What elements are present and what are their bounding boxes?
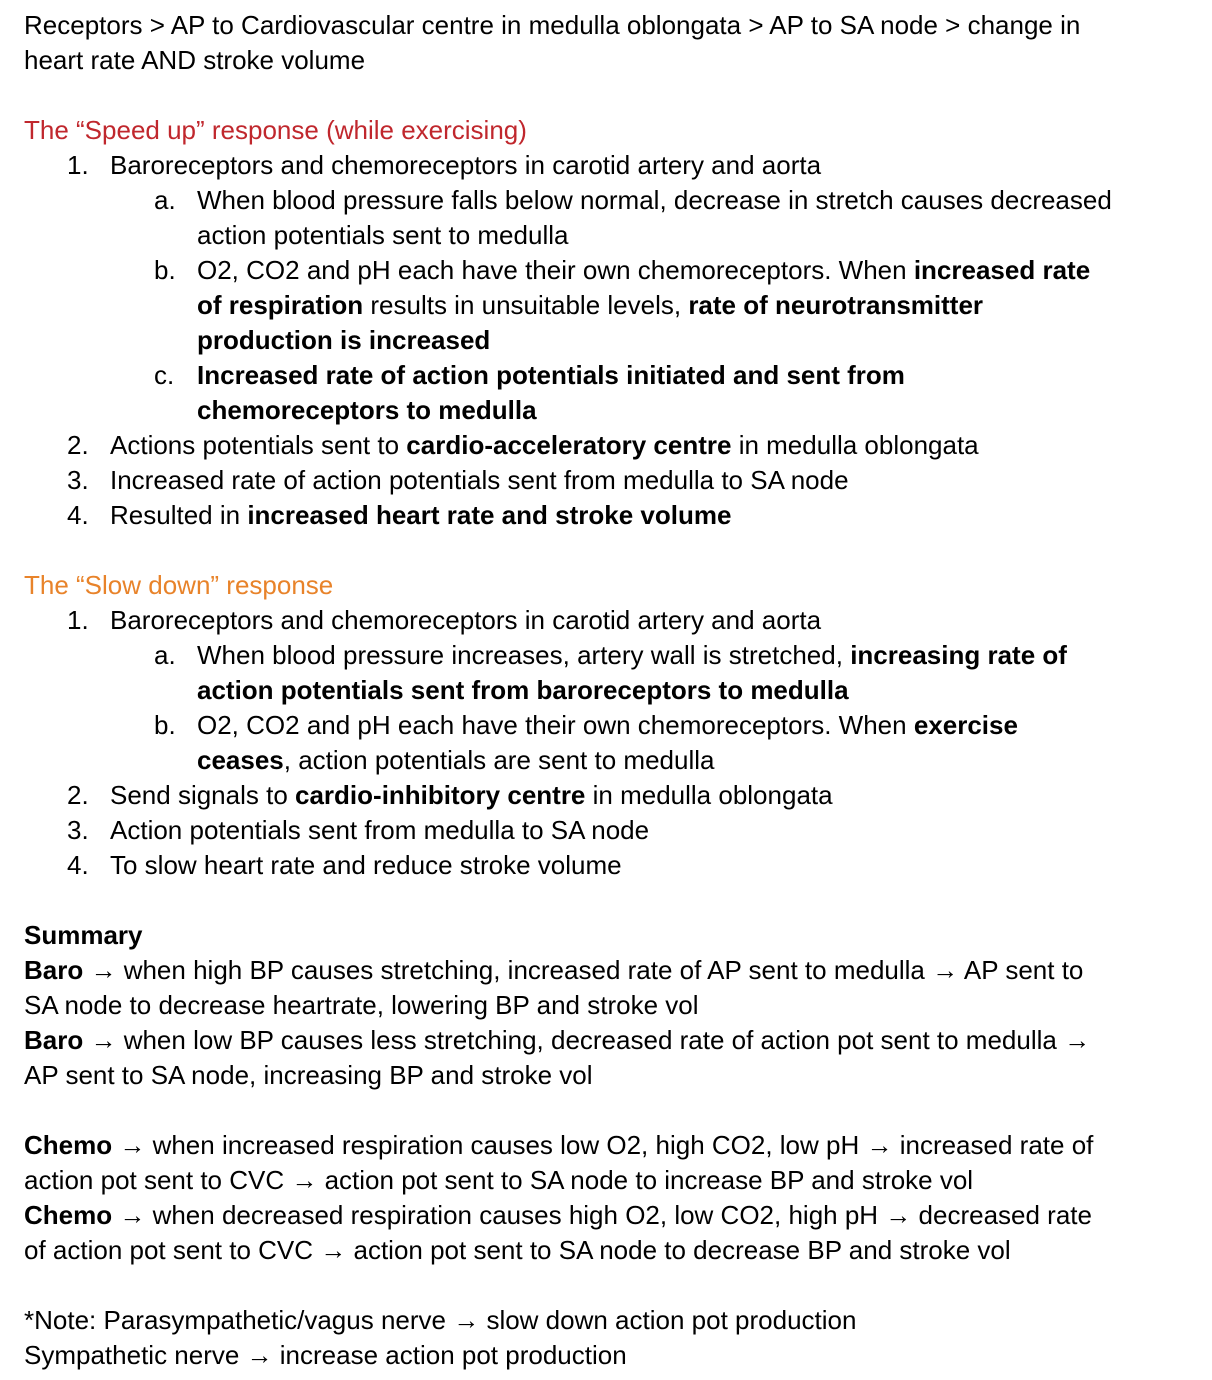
text-run: in medulla oblongata bbox=[585, 780, 833, 810]
sub-list-letter: b. bbox=[154, 255, 176, 285]
list-number: 1. bbox=[67, 605, 89, 635]
list-item bbox=[24, 428, 1194, 463]
bold-text: exercise ceases bbox=[197, 710, 1018, 775]
spacer bbox=[24, 883, 1194, 918]
speed-up-heading: The “Speed up” response (while exercising) bbox=[24, 115, 527, 145]
sub-list-letter: a. bbox=[154, 640, 176, 670]
list-item-text: Baroreceptors and chemoreceptors in carotid artery and aorta bbox=[110, 605, 822, 635]
text-run: O2, CO2 and pH each have their own chemoreceptors. When bbox=[197, 255, 914, 285]
summary-text: → when decreased respiration causes high O2, low CO2, high pH → decreased rate of action pot sent to CVC → action pot sent to SA node to decrease BP and stroke vol bbox=[24, 1200, 1092, 1265]
list-item-text bbox=[110, 465, 849, 495]
summary-line bbox=[24, 1023, 1114, 1093]
list-number: 1. bbox=[67, 150, 89, 180]
list-item-text bbox=[110, 780, 833, 810]
summary-text: → when high BP causes stretching, increased rate of AP sent to medulla → AP sent to SA node to decrease heartrate, lowering BP and stroke vol bbox=[24, 955, 1084, 1020]
summary-line bbox=[24, 1198, 1114, 1268]
list-number: 4. bbox=[67, 850, 89, 880]
list-number: 2. bbox=[67, 430, 89, 460]
list-number: 4. bbox=[67, 500, 89, 530]
spacer bbox=[24, 1093, 1194, 1128]
bold-text: increased heart rate and stroke volume bbox=[247, 500, 732, 530]
list-item bbox=[24, 498, 1194, 533]
summary-text: → when increased respiration causes low O2, high CO2, low pH → increased rate of action pot sent to CVC → action pot sent to SA node to increase BP and stroke vol bbox=[24, 1130, 1094, 1195]
summary-label: Chemo bbox=[24, 1130, 113, 1160]
text-run: Actions potentials sent to bbox=[110, 430, 407, 460]
list-item bbox=[24, 463, 1194, 498]
spacer bbox=[24, 1268, 1194, 1303]
sub-list-item bbox=[24, 183, 1112, 253]
summary-text: → when low BP causes less stretching, decreased rate of action pot sent to medulla → AP sent to SA node, increasing BP and stroke vol bbox=[24, 1025, 1091, 1090]
summary-label: Chemo bbox=[24, 1200, 113, 1230]
intro-text: Receptors > AP to Cardiovascular centre in medulla oblongata > AP to SA node > change in heart rate AND stroke volume bbox=[24, 10, 1081, 75]
text-run: O2, CO2 and pH each have their own chemoreceptors. When bbox=[197, 710, 914, 740]
text-run: When blood pressure increases, artery wall is stretched, bbox=[197, 640, 851, 670]
sub-list-letter: a. bbox=[154, 185, 176, 215]
list-number: 2. bbox=[67, 780, 89, 810]
sub-list-letter: c. bbox=[154, 360, 175, 390]
text-run: Send signals to bbox=[110, 780, 296, 810]
list-item bbox=[24, 813, 1194, 848]
bold-text: cardio-inhibitory centre bbox=[295, 780, 586, 810]
text-run: in medulla oblongata bbox=[731, 430, 979, 460]
sub-list-item-text bbox=[197, 185, 1112, 250]
bold-text: increasing rate of action potentials sent from baroreceptors to medulla bbox=[197, 640, 1067, 705]
bold-text: Increased rate of action potentials initiated and sent from chemoreceptors to medulla bbox=[197, 360, 905, 425]
list-number: 3. bbox=[67, 465, 89, 495]
sub-list-item bbox=[24, 358, 1112, 428]
text-run: , action potentials are sent to medulla bbox=[283, 745, 715, 775]
speed-up-list bbox=[24, 148, 1194, 533]
text-run: results in unsuitable levels, bbox=[363, 290, 689, 320]
list-item-text bbox=[110, 500, 731, 530]
summary-baro bbox=[24, 953, 1194, 1093]
text-run: To slow heart rate and reduce stroke volume bbox=[110, 850, 622, 880]
sub-list-letter: b. bbox=[154, 710, 176, 740]
slow-down-list bbox=[24, 603, 1194, 883]
text-run: Action potentials sent from medulla to SA node bbox=[110, 815, 650, 845]
list-item bbox=[24, 778, 1194, 813]
list-item-text bbox=[110, 850, 622, 880]
bold-text: cardio-acceleratory centre bbox=[406, 430, 732, 460]
summary-line bbox=[24, 1128, 1114, 1198]
summary-chemo bbox=[24, 1128, 1194, 1268]
list-item bbox=[24, 148, 1194, 183]
sub-list-item bbox=[24, 638, 1112, 708]
spacer bbox=[24, 533, 1194, 568]
list-number: 3. bbox=[67, 815, 89, 845]
list-item bbox=[24, 603, 1194, 638]
sub-list-item bbox=[24, 708, 1112, 778]
slow-down-heading: The “Slow down” response bbox=[24, 570, 334, 600]
note-parasympathetic: *Note: Parasympathetic/vagus nerve → slow down action pot production bbox=[24, 1305, 857, 1335]
note-sympathetic: Sympathetic nerve → increase action pot production bbox=[24, 1340, 627, 1370]
bold-text: rate of neurotransmitter production is increased bbox=[197, 290, 984, 355]
list-item-text bbox=[110, 815, 649, 845]
list-item-text: Baroreceptors and chemoreceptors in carotid artery and aorta bbox=[110, 150, 822, 180]
text-run: Increased rate of action potentials sent from medulla to SA node bbox=[110, 465, 849, 495]
list-item bbox=[24, 848, 1194, 883]
spacer bbox=[24, 78, 1194, 113]
sub-list-item bbox=[24, 253, 1112, 358]
sub-list-item-text bbox=[197, 640, 1067, 705]
sub-list-item-text bbox=[197, 255, 1090, 355]
sub-list-item-text bbox=[197, 360, 905, 425]
summary-line bbox=[24, 953, 1114, 1023]
summary-label: Baro bbox=[24, 1025, 84, 1055]
text-run: Resulted in bbox=[110, 500, 248, 530]
summary-label: Baro bbox=[24, 955, 84, 985]
bold-text: increased rate of respiration bbox=[197, 255, 1091, 320]
list-item-text bbox=[110, 430, 979, 460]
summary-heading: Summary bbox=[24, 920, 143, 950]
text-run: When blood pressure falls below normal, decrease in stretch causes decreased action potentials sent to medulla bbox=[197, 185, 1112, 250]
sub-list-item-text bbox=[197, 710, 1018, 775]
